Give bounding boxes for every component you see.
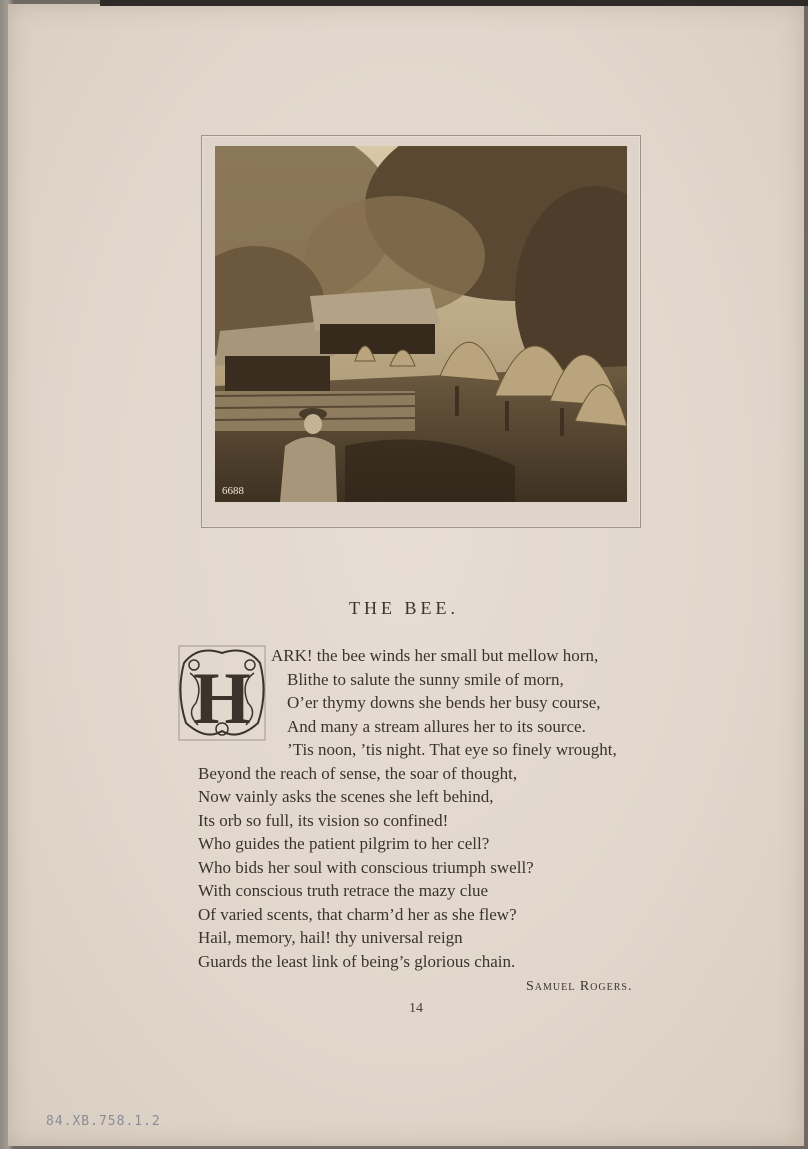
poem-author: Samuel Rogers. — [526, 979, 633, 994]
catalog-stamp: 84.XB.758.1.2 — [46, 1114, 161, 1129]
poem-line: Hail, memory, hail! thy universal reign — [198, 928, 463, 947]
poem-line: Beyond the reach of sense, the soar of thought, — [198, 763, 518, 783]
beehive-photograph — [215, 146, 627, 502]
poem-line: Of varied scents, that charm’d her as she flew? — [198, 904, 517, 924]
poem-line: ARK! the bee winds her small but mellow horn, — [271, 646, 599, 665]
poem-line: ’Tis noon, ’tis night. That eye so finely wrought, — [287, 740, 617, 759]
page-number: 14 — [409, 1001, 423, 1016]
poem-title: THE BEE. — [349, 598, 459, 618]
poem-line: O’er thymy downs she bends her busy course, — [287, 693, 601, 712]
initial-letter-glyph: H — [193, 658, 251, 740]
poem-line: Blithe to salute the sunny smile of morn, — [287, 669, 564, 689]
poem-body — [198, 644, 678, 973]
top-shadow-band — [100, 0, 808, 6]
poem-line: Its orb so full, its vision so confined! — [198, 810, 449, 830]
poem-line: Who bids her soul with conscious triumph swell? — [198, 857, 534, 877]
poem-line: With conscious truth retrace the mazy clue — [198, 881, 489, 900]
photo-plate-number: 6688 — [222, 485, 244, 497]
beehive-photo-image — [215, 146, 627, 502]
poem-line: And many a stream allures her to its source. — [287, 716, 586, 736]
poem-line: Now vainly asks the scenes she left behind, — [198, 787, 494, 806]
poem-line: Who guides the patient pilgrim to her cell? — [198, 834, 490, 853]
poem-line: Guards the least link of being’s glorious chain. — [198, 951, 516, 971]
